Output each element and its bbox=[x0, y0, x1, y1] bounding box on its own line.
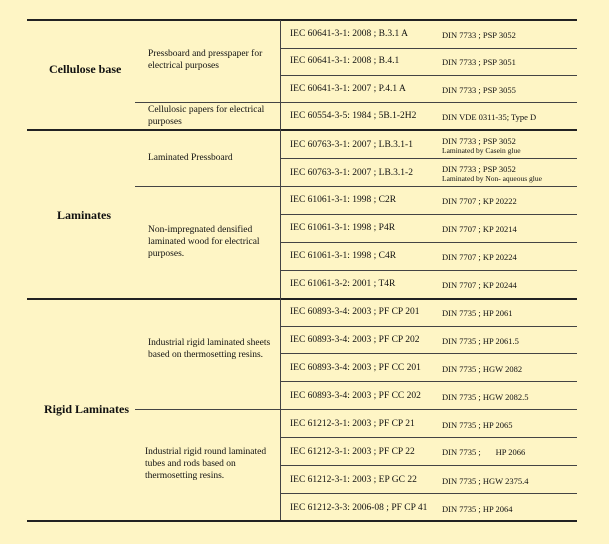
row-divider bbox=[280, 437, 577, 438]
din-standard: DIN 7707 ; KP 20214 bbox=[442, 224, 517, 234]
din-standard: DIN 7735 ; HP 2061.5 bbox=[442, 336, 519, 346]
iec-standard: IEC 60893-3-4: 2003 ; PF CC 202 bbox=[290, 391, 421, 401]
iec-standard: IEC 60893-3-4: 2003 ; PF CC 201 bbox=[290, 363, 421, 373]
section-divider bbox=[27, 298, 577, 300]
iec-standard: IEC 60641-3-1: 2007 ; P.4.1 A bbox=[290, 84, 406, 94]
row-divider bbox=[280, 493, 577, 494]
material-label: Non-impregnated densified laminated wood for electrical purposes. bbox=[148, 225, 260, 259]
iec-standard: IEC 60763-3-1: 2007 ; LB.3.1-1 bbox=[290, 140, 413, 150]
din-standard: DIN 7735 ; HP 2064 bbox=[442, 504, 513, 514]
din-standard: DIN 7735 ; HP 2061 bbox=[442, 308, 513, 318]
category-label: Cellulose base bbox=[49, 62, 122, 76]
row-divider bbox=[280, 75, 577, 76]
din-standard: DIN 7733 ; PSP 3051 bbox=[442, 57, 516, 67]
iec-standard: IEC 60763-3-1: 2007 ; LB.3.1-2 bbox=[290, 168, 413, 178]
iec-standard: IEC 60893-3-4: 2003 ; PF CP 201 bbox=[290, 307, 420, 317]
group-divider bbox=[135, 186, 577, 187]
iec-standard: IEC 61212-3-1: 2003 ; EP GC 22 bbox=[290, 475, 417, 485]
iec-standard: IEC 60554-3-5: 1984 ; 5B.1-2H2 bbox=[290, 111, 417, 121]
iec-standard: IEC 61212-3-1: 2003 ; PF CP 22 bbox=[290, 447, 415, 457]
row-divider bbox=[280, 326, 577, 327]
category-label: Laminates bbox=[57, 208, 111, 222]
group-divider bbox=[135, 102, 577, 103]
table-bottom-border bbox=[27, 520, 577, 522]
row-divider bbox=[280, 353, 577, 354]
row-divider bbox=[280, 48, 577, 49]
din-standard: DIN 7735 ; HGW 2375.4 bbox=[442, 476, 529, 486]
din-standard: DIN 7735 ; HP 2066 bbox=[442, 447, 526, 457]
iec-standard: IEC 60641-3-1: 2008 ; B.4.1 bbox=[290, 56, 400, 66]
row-divider bbox=[280, 158, 577, 159]
table-top-border bbox=[27, 19, 577, 21]
material-label: Pressboard and presspaper for electrical purposes bbox=[148, 49, 263, 71]
material-label: Industrial rigid laminated sheets based on thermosetting resins. bbox=[148, 338, 271, 360]
iec-standard: IEC 60893-3-4: 2003 ; PF CP 202 bbox=[290, 335, 420, 345]
material-label: Industrial rigid round laminated tubes and rods based on thermosetting resins. bbox=[145, 447, 267, 481]
din-standard: DIN 7707 ; KP 20222 bbox=[442, 196, 517, 206]
row-divider bbox=[280, 381, 577, 382]
din-standard: DIN 7733 ; PSP 3052 bbox=[442, 30, 516, 40]
iec-standard: IEC 61212-3-3: 2006-08 ; PF CP 41 bbox=[290, 503, 428, 513]
row-divider bbox=[280, 214, 577, 215]
din-note: Laminated by Casein glue bbox=[442, 146, 521, 155]
din-standard: DIN 7733 ; PSP 3052 bbox=[442, 164, 516, 174]
section-divider bbox=[27, 129, 577, 131]
row-divider bbox=[280, 242, 577, 243]
iec-standard: IEC 61061-3-1: 1998 ; C4R bbox=[290, 251, 397, 261]
iec-standard: IEC 61212-3-1: 2003 ; PF CP 21 bbox=[290, 419, 415, 429]
group-divider bbox=[135, 409, 577, 410]
din-note: Laminated by Non- aqueous glue bbox=[442, 174, 542, 183]
iec-standard: IEC 60641-3-1: 2008 ; B.3.1 A bbox=[290, 29, 408, 39]
din-standard: DIN 7733 ; PSP 3052 bbox=[442, 136, 516, 146]
din-standard: DIN 7707 ; KP 20224 bbox=[442, 252, 517, 262]
iec-standard: IEC 61061-3-2: 2001 ; T4R bbox=[290, 279, 396, 289]
row-divider bbox=[280, 465, 577, 466]
din-standard: DIN VDE 0311-35; Type D bbox=[442, 112, 537, 122]
category-label: Rigid Laminates bbox=[44, 402, 130, 416]
material-label: Cellulosic papers for electrical purposes bbox=[148, 105, 265, 127]
iec-standard: IEC 61061-3-1: 1998 ; C2R bbox=[290, 195, 397, 205]
din-standard: DIN 7735 ; HP 2065 bbox=[442, 420, 513, 430]
din-standard: DIN 7735 ; HGW 2082.5 bbox=[442, 392, 529, 402]
din-standard: DIN 7733 ; PSP 3055 bbox=[442, 85, 516, 95]
iec-standard: IEC 61061-3-1: 1998 ; P4R bbox=[290, 223, 396, 233]
din-standard: DIN 7707 ; KP 20244 bbox=[442, 280, 517, 290]
din-standard: DIN 7735 ; HGW 2082 bbox=[442, 364, 523, 374]
row-divider bbox=[280, 270, 577, 271]
material-label: Laminated Pressboard bbox=[148, 153, 233, 163]
